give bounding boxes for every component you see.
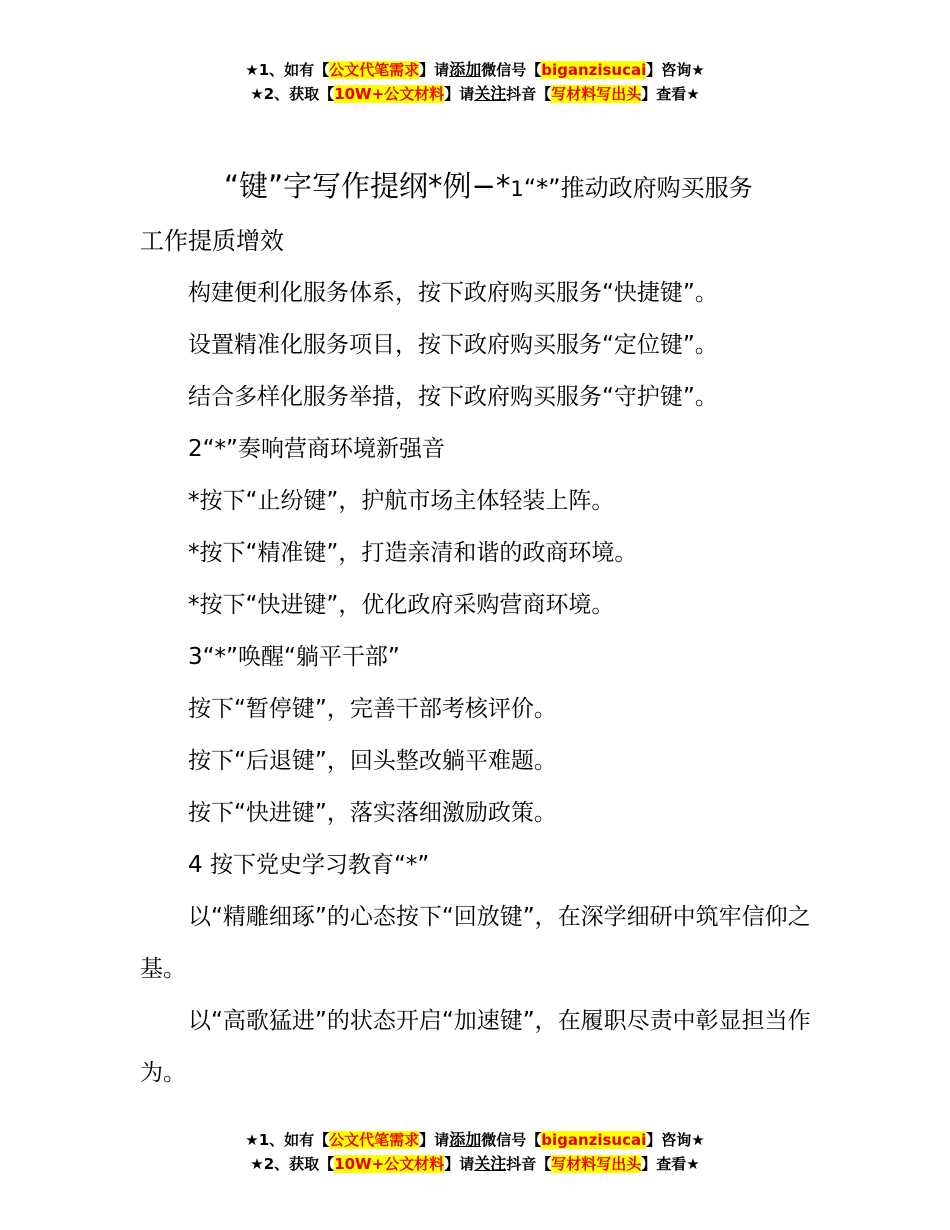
banner-text: 微信号【 — [481, 1131, 542, 1149]
banner-text: 】咨询★ — [646, 1131, 705, 1149]
paragraph: 以“精雕细琢”的心态按下“回放键”，在深学细研中筑牢信仰之基。 — [140, 904, 811, 982]
banner-highlight: 10W+公文材料 — [334, 85, 445, 103]
paragraph: 按下“后退键”，回头整改躺平难题。 — [188, 748, 557, 774]
banner-text: ★1、如有【 — [245, 61, 330, 79]
section-heading: 4 按下党史学习教育“*” — [188, 852, 430, 878]
banner-highlight: 写材料写出头 — [551, 1155, 642, 1173]
banner-underlined: 关注 — [474, 84, 507, 103]
document-title: “键”字写作提纲*例−*1“*”推动政府购买服务 — [224, 169, 753, 203]
paragraph: *按下“快进键”，优化政府采购营商环境。 — [188, 592, 615, 618]
banner-text: ★2、获取【 — [250, 85, 335, 103]
document-title-continued: 工作提质增效 — [140, 227, 284, 255]
banner-highlight: 10W+公文材料 — [334, 1155, 445, 1173]
document-body — [140, 160, 815, 1099]
banner-line-1 — [0, 58, 950, 82]
banner-text: 】查看★ — [641, 1155, 700, 1173]
banner-text: 】请 — [444, 1155, 475, 1173]
section-heading: 2“*”奏响营商环境新强音 — [188, 436, 445, 462]
banner-text: 】请 — [419, 1131, 450, 1149]
banner-text: 微信号【 — [481, 61, 542, 79]
banner-text: 】咨询★ — [646, 61, 705, 79]
paragraph: 以“高歌猛进”的状态开启“加速键”，在履职尽责中彰显担当作为。 — [140, 1008, 811, 1086]
banner-text: ★2、获取【 — [250, 1155, 335, 1173]
banner-highlight: 写材料写出头 — [551, 85, 642, 103]
paragraph: *按下“精准键”，打造亲清和谐的政商环境。 — [188, 540, 638, 566]
banner-text: 】查看★ — [641, 85, 700, 103]
banner-line-2 — [0, 1152, 950, 1176]
header-banner — [0, 58, 950, 106]
banner-wechat-id: biganzisucai — [541, 1131, 647, 1149]
banner-text: 抖音【 — [506, 85, 552, 103]
banner-wechat-id: biganzisucai — [541, 61, 647, 79]
paragraph: 按下“暂停键”，完善干部考核评价。 — [188, 696, 557, 722]
footer-banner — [0, 1128, 950, 1176]
section-heading: 3“*”唤醒“躺平干部” — [188, 644, 400, 670]
banner-text: 抖音【 — [506, 1155, 552, 1173]
banner-text: ★1、如有【 — [245, 1131, 330, 1149]
banner-line-1 — [0, 1128, 950, 1152]
banner-underlined: 添加 — [449, 60, 482, 79]
paragraph: 结合多样化服务举措，按下政府购买服务“守护键”。 — [188, 384, 718, 410]
banner-text: 】请 — [419, 61, 450, 79]
banner-text: 】请 — [444, 85, 475, 103]
paragraph: 按下“快进键”，落实落细激励政策。 — [188, 800, 557, 826]
banner-underlined: 添加 — [449, 1130, 482, 1149]
banner-underlined: 关注 — [474, 1154, 507, 1173]
banner-highlight: 公文代笔需求 — [329, 61, 420, 79]
paragraph: 构建便利化服务体系，按下政府购买服务“快捷键”。 — [188, 280, 718, 306]
paragraph: *按下“止纷键”，护航市场主体轻装上阵。 — [188, 488, 615, 514]
banner-highlight: 公文代笔需求 — [329, 1131, 420, 1149]
banner-line-2 — [0, 82, 950, 106]
paragraph: 设置精准化服务项目，按下政府购买服务“定位键”。 — [188, 332, 718, 358]
